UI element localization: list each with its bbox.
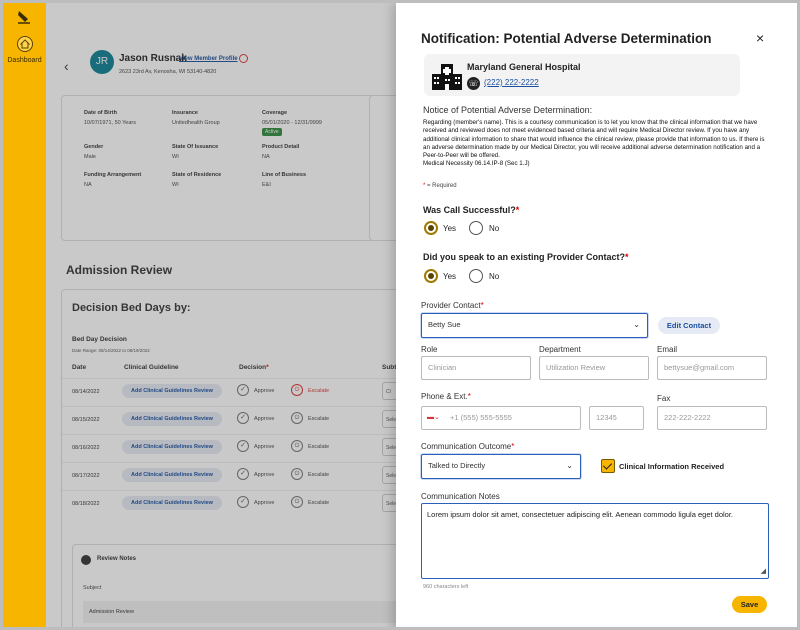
back-arrow-icon[interactable]: ‹ [64,58,69,74]
department-input[interactable]: Utilization Review [539,356,649,380]
gender-value: Male [84,154,96,160]
table-row [62,462,402,490]
notification-drawer [396,3,800,630]
residence-label: State of Residence [172,172,222,178]
logo-icon [16,9,32,25]
subject-header: Subject [83,585,102,591]
admission-review-title: Admission Review [66,263,173,277]
yes-label: Yes [443,272,457,281]
approve-label: Approve [254,472,275,478]
review-notes-title: Review Notes [97,556,137,562]
row-date: 08/15/2022 [72,417,100,423]
patient-address: 2623 23rd Av, Kenosha, WI 53140-4820 [119,69,217,75]
hospital-card [424,54,740,96]
hospital-name: Maryland General Hospital [467,62,581,72]
bed-day-label: Bed Day Decision [72,336,127,343]
escalate-icon[interactable]: ⏻ [291,468,303,480]
role-label: Role [421,345,438,354]
required-marker: * [467,392,471,401]
subject-select[interactable]: Sele [382,494,402,512]
subject-select[interactable]: Sele [382,466,402,484]
header-subject: Subt [382,364,397,371]
header-date: Date [72,364,87,371]
review-notes-card [72,544,402,630]
state-issuance-label: State Of Issuance [172,144,219,150]
hospital-icon [432,64,462,95]
phone-label [421,392,471,401]
approve-icon[interactable]: ✓ [237,384,249,396]
call-successful-yes-radio[interactable] [424,221,438,235]
provider-contact-no-radio[interactable] [469,269,483,283]
escalate-label: Escalate [308,500,330,506]
row-date: 08/18/2022 [72,501,100,507]
outcome-value: Talked to Directly [428,461,486,470]
escalate-label: Escalate [308,472,330,478]
avatar: JR [90,50,114,74]
notice-reference: Medical Necessity 06.14.IP-8 (Sec 1.J) [423,160,530,168]
collapse-icon[interactable] [81,555,91,565]
phone-icon: ☏ [468,79,479,88]
required-marker: * [480,301,484,310]
table-row [62,490,402,518]
extension-input[interactable]: 12345 [589,406,644,430]
notice-text [423,119,768,169]
patient-name: Jason Rusnak [119,53,187,64]
table-row [62,406,402,434]
fax-input[interactable]: 222-222-2222 [657,406,767,430]
escalate-label: Escalate [308,416,330,422]
outcome-label-text: Communication Outcome [421,442,512,451]
view-member-profile-link[interactable]: View Member Profile [179,56,238,62]
decision-card [61,289,401,630]
approve-icon[interactable]: ✓ [237,468,249,480]
subject-select[interactable]: Cl [382,382,402,400]
approve-label: Approve [254,416,275,422]
phone-placeholder: +1 (555) 555-5555 [450,413,512,422]
save-button[interactable]: Save [732,596,767,613]
approve-icon[interactable]: ✓ [237,412,249,424]
notice-title: Notice of Potential Adverse Determination: [423,105,593,115]
approve-label: Approve [254,444,275,450]
yes-label: Yes [443,224,457,233]
table-row [62,378,402,406]
header-decision [239,364,269,371]
row-date: 08/16/2022 [72,445,100,451]
lob-label: Line of Business [262,172,307,178]
drawer-title: Notification: Potential Adverse Determination [421,31,712,46]
resize-handle-icon[interactable]: ◢ [760,568,766,575]
header-guideline: Clinical Guideline [124,364,179,371]
escalate-label: Escalate [308,444,330,450]
add-clinical-guidelines-button[interactable]: Add Clinical Guidelines Review [122,412,222,426]
add-clinical-guidelines-button[interactable]: Add Clinical Guidelines Review [122,496,222,510]
product-value: NA [262,154,270,160]
phone-input[interactable] [421,406,581,430]
required-legend [423,183,457,189]
clinical-received-checkbox[interactable] [601,459,615,473]
product-label: Product Detail [262,144,300,150]
edit-contact-button[interactable]: Edit Contact [658,317,720,334]
role-input[interactable]: Clinician [421,356,531,380]
communication-outcome-select[interactable] [421,454,581,479]
funding-value: NA [84,182,92,188]
call-successful-question [423,205,519,215]
escalate-icon[interactable]: ⏻ [291,496,303,508]
provider-contact-question [423,252,629,262]
fax-label: Fax [657,394,671,403]
required-marker: * [625,252,629,262]
email-label: Email [657,345,678,354]
escalate-icon[interactable]: ⏻ [291,384,303,396]
chevron-down-icon: ⌄ [633,320,640,329]
escalate-icon[interactable]: ⏻ [291,440,303,452]
row-date: 08/14/2022 [72,389,100,395]
escalate-label: Escalate [308,388,330,394]
add-clinical-guidelines-button[interactable]: Add Clinical Guidelines Review [122,384,222,398]
dob-label: Date of Birth [84,110,117,116]
no-label: No [489,224,500,233]
table-row[interactable]: Admission Review [83,601,403,623]
clinical-received-label: Clinical Information Received [619,462,725,471]
required-marker: * [423,183,426,189]
approve-label: Approve [254,388,275,394]
member-info-card [61,95,381,241]
add-clinical-guidelines-button[interactable]: Add Clinical Guidelines Review [122,468,222,482]
lob-value: E&I [262,182,271,188]
clock-icon [239,54,248,63]
date-range: Date Range: 08/14/2022 to 08/19/2022 [72,348,150,353]
required-marker: * [515,205,520,215]
row-date: 08/17/2022 [72,473,100,479]
characters-left: 960 characters left [423,584,469,590]
home-icon[interactable] [17,36,33,52]
outcome-label [421,442,514,451]
escalate-icon[interactable]: ⏻ [291,412,303,424]
no-label: No [489,272,500,281]
required-marker: * [266,364,269,371]
communication-notes-textarea[interactable] [421,503,769,579]
subject-select[interactable]: Sele [382,438,402,456]
notes-label: Communication Notes [421,492,500,501]
provider-contact-question-label: Did you speak to an existing Provider Contact? [423,252,626,262]
approve-icon[interactable]: ✓ [237,440,249,452]
status-badge: Active [262,128,282,136]
us-flag-icon[interactable]: ▬⌄ [427,414,440,421]
email-input[interactable]: bettysue@gmail.com [657,356,767,380]
gender-label: Gender [84,144,104,150]
provider-contact-select[interactable] [421,313,648,338]
provider-contact-value: Betty Sue [428,320,461,329]
required-marker: * [511,442,515,451]
notice-body: Regarding (member's name). This is a courtesy communication is to let you know that the clinical information that we have received and reviewed does not meet evidenced based criteria and will require Medical Director review. If you have any additional clinical information to share that would influence the clinical review, please provide that information to us. If there is an adverse determination made by our Medical Director, you will receive additional adverse determination notification and a Peer-to-Peer will be offered. [423,119,765,160]
notes-value: Lorem ipsum dolor sit amet, consectetuer adipiscing elit. Aenean commodo ligula eget dolor. [427,510,734,519]
sidebar [3,3,46,630]
provider-contact-label-text: Provider Contact [421,301,481,310]
chevron-down-icon: ⌄ [566,461,573,470]
department-label: Department [539,345,581,354]
approve-icon[interactable]: ✓ [237,496,249,508]
subject-select[interactable]: Sele [382,410,402,428]
table-row [62,434,402,462]
decision-title: Decision Bed Days by: [72,302,191,314]
required-note: = Required [427,183,457,189]
approve-label: Approve [254,500,275,506]
state-issuance-value: WI [172,154,179,160]
provider-contact-yes-radio[interactable] [424,269,438,283]
phone-label-text: Phone & Ext. [421,392,468,401]
insurance-label: Insurance [172,110,198,116]
dob-value: 10/07/1971, 50 Years [84,120,136,126]
hospital-phone-link[interactable]: (222) 222-2222 [484,78,539,87]
sidebar-item-dashboard[interactable]: Dashboard [7,57,42,64]
call-successful-no-radio[interactable] [469,221,483,235]
provider-contact-label [421,301,484,310]
residence-value: WI [172,182,179,188]
coverage-label: Coverage [262,110,288,116]
header-decision-label: Decision [239,364,267,371]
funding-label: Funding Arrangement [84,172,142,178]
add-clinical-guidelines-button[interactable]: Add Clinical Guidelines Review [122,440,222,454]
insurance-value: Unitedhealth Group [172,120,220,126]
close-icon[interactable]: × [756,30,765,46]
call-successful-label: Was Call Successful? [423,205,516,215]
coverage-value: 05/01/2020 - 12/31/9999 [262,120,322,126]
